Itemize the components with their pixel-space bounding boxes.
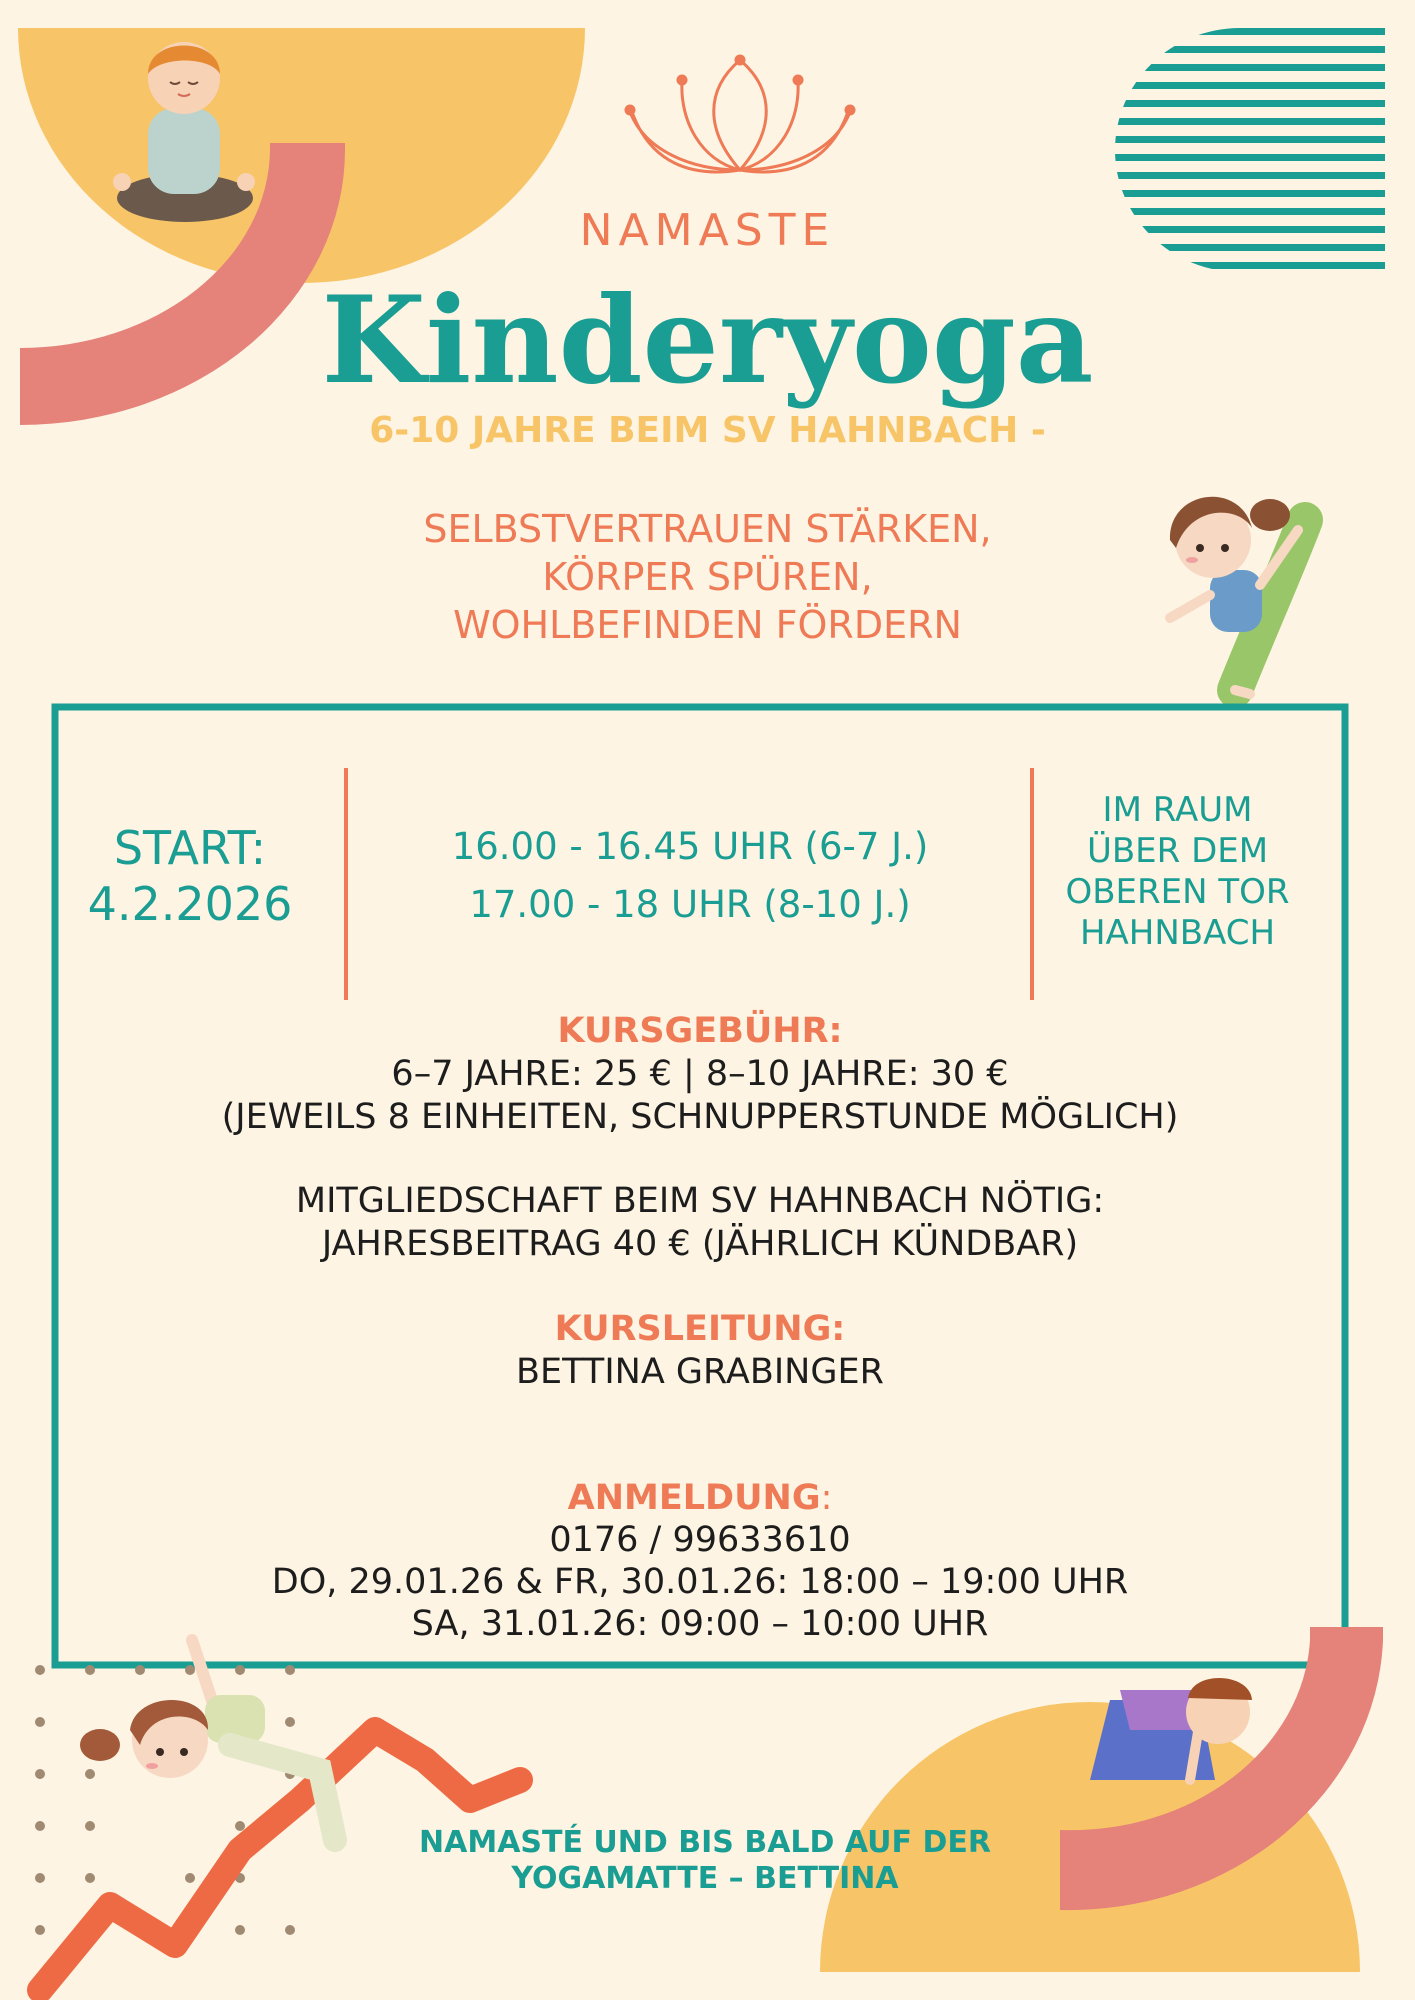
main-title: Kinderyoga — [321, 270, 1094, 411]
registration-slot-2: SA, 31.01.26: 09:00 – 10:00 UHR — [411, 1604, 989, 1644]
membership-line-1: MITGLIEDSCHAFT BEIM SV HAHNBACH NÖTIG: — [295, 1181, 1105, 1221]
footer-line-1: NAMASTÉ UND BIS BALD AUF DER — [419, 1825, 991, 1860]
footer-greeting — [340, 1825, 1070, 1897]
lead-block — [60, 1308, 1340, 1394]
location-line-4: HAHNBACH — [1079, 913, 1276, 953]
namaste-small-title: NAMASTE — [579, 205, 836, 256]
registration-phone: 0176 / 99633610 — [549, 1520, 851, 1560]
start-label: START: — [113, 821, 267, 875]
start-block — [60, 820, 320, 932]
subtitle: 6-10 JAHRE BEIM SV HAHNBACH - — [369, 410, 1046, 451]
time-slot-1: 16.00 - 16.45 UHR (6-7 J.) — [451, 825, 929, 868]
membership-line-2: JAHRESBEITRAG 40 € (JÄHRLICH KÜNDBAR) — [321, 1224, 1079, 1264]
registration-slot-1: DO, 29.01.26 & FR, 30.01.26: 18:00 – 19:00 UHR — [271, 1562, 1129, 1602]
location-line-3: OBEREN TOR — [1065, 872, 1290, 912]
tagline-line-1: SELBSTVERTRAUEN STÄRKEN, — [423, 507, 992, 551]
fee-heading: KURSGEBÜHR: — [557, 1011, 843, 1051]
footer-line-2: YOGAMATTE – BETTINA — [511, 1861, 899, 1896]
location-line-2: ÜBER DEM — [1086, 831, 1269, 871]
registration-heading: ANMELDUNG — [567, 1478, 821, 1518]
lead-heading: KURSLEITUNG: — [554, 1309, 846, 1349]
times-block — [360, 818, 1020, 934]
time-slot-2: 17.00 - 18 UHR (8-10 J.) — [469, 883, 911, 926]
registration-colon: : — [820, 1478, 833, 1518]
fee-block — [60, 1010, 1340, 1139]
membership-block — [60, 1180, 1340, 1266]
location-block — [1040, 790, 1315, 954]
registration-heading-row — [60, 1477, 1340, 1519]
divider-right — [1030, 768, 1034, 1000]
lotus-icon — [626, 56, 854, 172]
start-date: 4.2.2026 — [87, 877, 293, 931]
tagline — [0, 505, 1415, 649]
tagline-line-3: WOHLBEFINDEN FÖRDERN — [453, 603, 962, 647]
fee-note: (JEWEILS 8 EINHEITEN, SCHNUPPERSTUNDE MÖGLICH) — [221, 1097, 1179, 1137]
registration-block — [60, 1477, 1340, 1645]
divider-left — [344, 768, 348, 1000]
lead-name: BETTINA GRABINGER — [516, 1352, 884, 1392]
tagline-line-2: KÖRPER SPÜREN, — [542, 555, 873, 599]
fee-prices: 6–7 JAHRE: 25 € | 8–10 JAHRE: 30 € — [391, 1054, 1009, 1094]
location-line-1: IM RAUM — [1102, 790, 1253, 830]
